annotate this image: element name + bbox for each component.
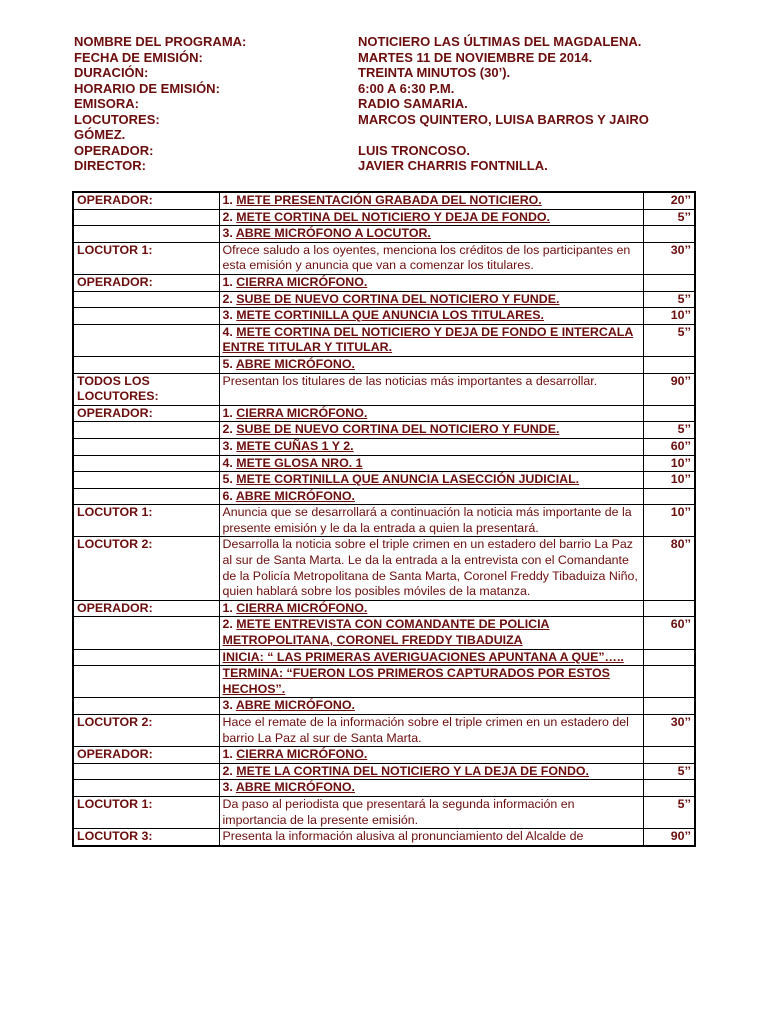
duration-cell: 90’’: [643, 829, 695, 846]
step-number: 1.: [222, 274, 233, 289]
step-text: Presenta la información alusiva al pronunciamiento del Alcalde de: [222, 829, 584, 844]
step-text: METE CORTINILLA QUE ANUNCIA LASECCIÓN JUDICIAL.: [236, 472, 580, 487]
step-number: 5.: [222, 472, 233, 487]
step-number: 6.: [222, 488, 233, 503]
role-cell: [73, 455, 219, 472]
duration-cell: [643, 356, 695, 373]
step-number: 3.: [222, 438, 233, 453]
role-cell: [73, 422, 219, 439]
duration-cell: [643, 649, 695, 666]
step-number: 2.: [222, 763, 233, 778]
duration-cell: [643, 780, 695, 797]
duration-cell: 5’’: [643, 422, 695, 439]
script-row: [73, 226, 695, 243]
header-row: [74, 34, 714, 50]
header-value: TREINTA MINUTOS (30’).: [358, 65, 511, 80]
header-row: [74, 65, 714, 81]
duration-cell: 10’’: [643, 308, 695, 325]
instruction-cell: [219, 405, 643, 422]
step-number: 5.: [222, 356, 233, 371]
instruction-cell: [219, 226, 643, 243]
script-row: [73, 715, 695, 747]
duration-cell: 5’’: [643, 209, 695, 226]
description-cell: [219, 537, 643, 600]
step-text: TERMINA: “FUERON LOS PRIMEROS CAPTURADOS POR ESTOS HECHOS”.: [222, 666, 610, 696]
role-cell: LOCUTOR 3:: [73, 829, 219, 846]
header-row: [74, 81, 714, 97]
role-cell: OPERADOR:: [73, 600, 219, 617]
role-cell: LOCUTOR 1:: [73, 505, 219, 537]
duration-cell: 10’’: [643, 455, 695, 472]
script-row: [73, 488, 695, 505]
instruction-cell: [219, 192, 643, 209]
duration-cell: [643, 488, 695, 505]
role-cell: [73, 780, 219, 797]
script-row: [73, 649, 695, 666]
script-row: [73, 537, 695, 600]
header-row: [74, 50, 714, 66]
header-row: [74, 112, 714, 128]
header-value: RADIO SAMARIA.: [358, 96, 468, 111]
script-row: [73, 472, 695, 489]
duration-cell: 20’’: [643, 192, 695, 209]
instruction-cell: [219, 324, 643, 356]
description-cell: [219, 796, 643, 828]
instruction-cell: [219, 763, 643, 780]
instruction-cell: [219, 747, 643, 764]
step-text: Ofrece saludo a los oyentes, menciona los créditos de los participantes en esta emisión y anuncia que van a comenzar los titulares.: [222, 242, 631, 273]
instruction-cell: [219, 666, 643, 698]
script-row: [73, 274, 695, 291]
script-row: [73, 455, 695, 472]
step-number: 3.: [222, 226, 233, 241]
instruction-cell: [219, 308, 643, 325]
role-cell: [73, 698, 219, 715]
step-text: ABRE MICRÓFONO.: [235, 698, 355, 713]
step-number: 4.: [222, 324, 233, 339]
step-text: INICIA: “ LAS PRIMERAS AVERIGUACIONES APUNTANA A QUE”…..: [222, 649, 624, 664]
step-text: METE CUÑAS 1 Y 2.: [236, 438, 354, 453]
step-text: CIERRA MICRÓFONO.: [236, 747, 368, 762]
script-row: [73, 698, 695, 715]
step-text: ABRE MICRÓFONO.: [235, 780, 355, 795]
role-cell: [73, 308, 219, 325]
role-cell: LOCUTOR 2:: [73, 715, 219, 747]
header-row: [74, 158, 714, 174]
step-text: METE CORTINA DEL NOTICIERO Y DEJA DE FONDO.: [236, 209, 550, 224]
header-row: [74, 96, 714, 112]
step-text: Anuncia que se desarrollará a continuación la noticia más importante de la presente emisión y le da la entrada a quien la presentará.: [222, 505, 632, 535]
script-row: [73, 209, 695, 226]
script-row: [73, 308, 695, 325]
step-text: SUBE DE NUEVO CORTINA DEL NOTICIERO Y FUNDE.: [236, 291, 560, 306]
role-cell: OPERADOR:: [73, 747, 219, 764]
step-number: 3.: [222, 308, 233, 323]
step-text: METE CORTINILLA QUE ANUNCIA LOS TITULARES.: [236, 308, 544, 323]
script-row: [73, 373, 695, 405]
script-row: [73, 192, 695, 209]
role-cell: LOCUTOR 2:: [73, 537, 219, 600]
script-row: [73, 324, 695, 356]
script-row: [73, 405, 695, 422]
step-text: ABRE MICRÓFONO.: [235, 488, 355, 503]
role-cell: [73, 472, 219, 489]
step-text: ABRE MICRÓFONO.: [235, 356, 355, 371]
script-row: [73, 242, 695, 274]
duration-cell: 60’’: [643, 617, 695, 649]
instruction-cell: [219, 209, 643, 226]
role-cell: TODOS LOS LOCUTORES:: [73, 373, 219, 405]
step-number: 1.: [222, 747, 233, 762]
step-text: METE CORTINA DEL NOTICIERO Y DEJA DE FONDO E INTERCALA ENTRE TITULAR Y TITULAR.: [222, 324, 634, 355]
step-number: 1.: [222, 405, 233, 420]
duration-cell: 5’’: [643, 291, 695, 308]
step-text: SUBE DE NUEVO CORTINA DEL NOTICIERO Y FUNDE.: [236, 422, 560, 437]
script-row: [73, 617, 695, 649]
step-text: METE ENTREVISTA CON COMANDANTE DE POLICIA METROPOLITANA, CORONEL FREDDY TIBADUIZA: [222, 617, 550, 648]
step-number: 1.: [222, 600, 233, 615]
step-text: Presentan los titulares de las noticias más importantes a desarrollar.: [222, 373, 598, 388]
script-row: [73, 747, 695, 764]
header-label: DIRECTOR:: [74, 158, 146, 173]
instruction-cell: [219, 780, 643, 797]
step-number: 2.: [222, 617, 233, 632]
step-text: METE PRESENTACIÓN GRABADA DEL NOTICIERO.: [236, 193, 542, 207]
step-text: Da paso al periodista que presentará la segunda información en importancia de la presente emisión.: [222, 796, 575, 827]
duration-cell: [643, 600, 695, 617]
instruction-cell: [219, 600, 643, 617]
script-row: [73, 780, 695, 797]
description-cell: [219, 715, 643, 747]
description-cell: [219, 829, 643, 846]
role-cell: [73, 649, 219, 666]
role-cell: LOCUTOR 1:: [73, 242, 219, 274]
instruction-cell: [219, 698, 643, 715]
step-text: Desarrolla la noticia sobre el triple crimen en un estadero del barrio La Paz al sur de Santa Marta. Le da la entrada a la entrevista con el Comandante de la Policía Metropolitana de Santa Marta, Coronel Freddy Tibaduiza Niño, quien hablará sobre los posibles móviles de la matanza.: [222, 537, 638, 599]
header-label: OPERADOR:: [74, 142, 154, 158]
role-cell: [73, 488, 219, 505]
step-number: 2.: [222, 422, 233, 437]
instruction-cell: [219, 291, 643, 308]
instruction-cell: [219, 488, 643, 505]
step-number: 3.: [222, 780, 233, 795]
header-row: [74, 143, 714, 159]
duration-cell: [643, 698, 695, 715]
duration-cell: 5’’: [643, 324, 695, 356]
script-row: [73, 291, 695, 308]
duration-cell: [643, 747, 695, 764]
role-cell: [73, 666, 219, 698]
duration-cell: 5’’: [643, 796, 695, 828]
script-row: [73, 505, 695, 537]
duration-cell: 60’’: [643, 438, 695, 455]
step-number: 2.: [222, 291, 233, 306]
script-row: [73, 763, 695, 780]
role-cell: [73, 291, 219, 308]
role-cell: OPERADOR:: [73, 192, 219, 209]
step-text: CIERRA MICRÓFONO.: [236, 405, 368, 420]
instruction-cell: [219, 472, 643, 489]
script-row: [73, 829, 695, 846]
instruction-cell: [219, 617, 643, 649]
role-cell: [73, 209, 219, 226]
duration-cell: 10’’: [643, 472, 695, 489]
script-row: [73, 600, 695, 617]
step-number: 1.: [222, 193, 233, 207]
step-text: CIERRA MICRÓFONO.: [236, 600, 368, 615]
instruction-cell: [219, 455, 643, 472]
header-value: MARCOS QUINTERO, LUISA BARROS Y JAIRO: [358, 111, 649, 127]
header-value: MARTES 11 DE NOVIEMBRE DE 2014.: [358, 49, 593, 65]
step-text: CIERRA MICRÓFONO.: [236, 274, 368, 289]
duration-cell: [643, 666, 695, 698]
instruction-cell: [219, 422, 643, 439]
instruction-cell: [219, 649, 643, 666]
step-text: Hace el remate de la información sobre el triple crimen en un estadero del barrio La Paz al sur de Santa Marta.: [222, 715, 629, 745]
description-cell: [219, 242, 643, 274]
header-label: FECHA DE EMISIÓN:: [74, 49, 203, 65]
script-row: [73, 356, 695, 373]
header-value: LUIS TRONCOSO.: [358, 142, 470, 158]
header-value: JAVIER CHARRIS FONTNILLA.: [358, 158, 548, 173]
duration-cell: [643, 405, 695, 422]
header-label: NOMBRE DEL PROGRAMA:: [74, 34, 247, 49]
step-number: 3.: [222, 698, 233, 713]
role-cell: [73, 324, 219, 356]
role-cell: [73, 617, 219, 649]
script-row: [73, 796, 695, 828]
step-number: 2.: [222, 209, 233, 224]
step-text: METE GLOSA NRO. 1: [236, 455, 363, 470]
radio-script-table: [72, 191, 696, 847]
step-text: ABRE MICRÓFONO A LOCUTOR.: [235, 226, 431, 241]
instruction-cell: [219, 356, 643, 373]
duration-cell: [643, 274, 695, 291]
header-label: HORARIO DE EMISIÓN:: [74, 80, 220, 96]
program-header: [74, 34, 714, 174]
role-cell: [73, 356, 219, 373]
description-cell: [219, 373, 643, 405]
duration-cell: 5’’: [643, 763, 695, 780]
header-label: LOCUTORES:: [74, 111, 160, 127]
duration-cell: 30’’: [643, 242, 695, 274]
duration-cell: 80’’: [643, 537, 695, 600]
step-text: METE LA CORTINA DEL NOTICIERO Y LA DEJA DE FONDO.: [236, 763, 589, 778]
instruction-cell: [219, 274, 643, 291]
header-value: NOTICIERO LAS ÚLTIMAS DEL MAGDALENA.: [358, 34, 642, 49]
header-value: 6:00 A 6:30 P.M.: [358, 80, 455, 96]
header-label: DURACIÓN:: [74, 65, 149, 80]
script-row: [73, 422, 695, 439]
duration-cell: 30’’: [643, 715, 695, 747]
role-cell: OPERADOR:: [73, 274, 219, 291]
description-cell: [219, 505, 643, 537]
header-label: GÓMEZ.: [74, 127, 126, 142]
script-row: [73, 666, 695, 698]
duration-cell: [643, 226, 695, 243]
instruction-cell: [219, 438, 643, 455]
role-cell: [73, 438, 219, 455]
script-row: [73, 438, 695, 455]
duration-cell: 90’’: [643, 373, 695, 405]
role-cell: [73, 763, 219, 780]
role-cell: OPERADOR:: [73, 405, 219, 422]
header-row: [74, 127, 714, 143]
duration-cell: 10’’: [643, 505, 695, 537]
role-cell: [73, 226, 219, 243]
step-number: 4.: [222, 455, 233, 470]
header-label: EMISORA:: [74, 96, 139, 111]
role-cell: LOCUTOR 1:: [73, 796, 219, 828]
